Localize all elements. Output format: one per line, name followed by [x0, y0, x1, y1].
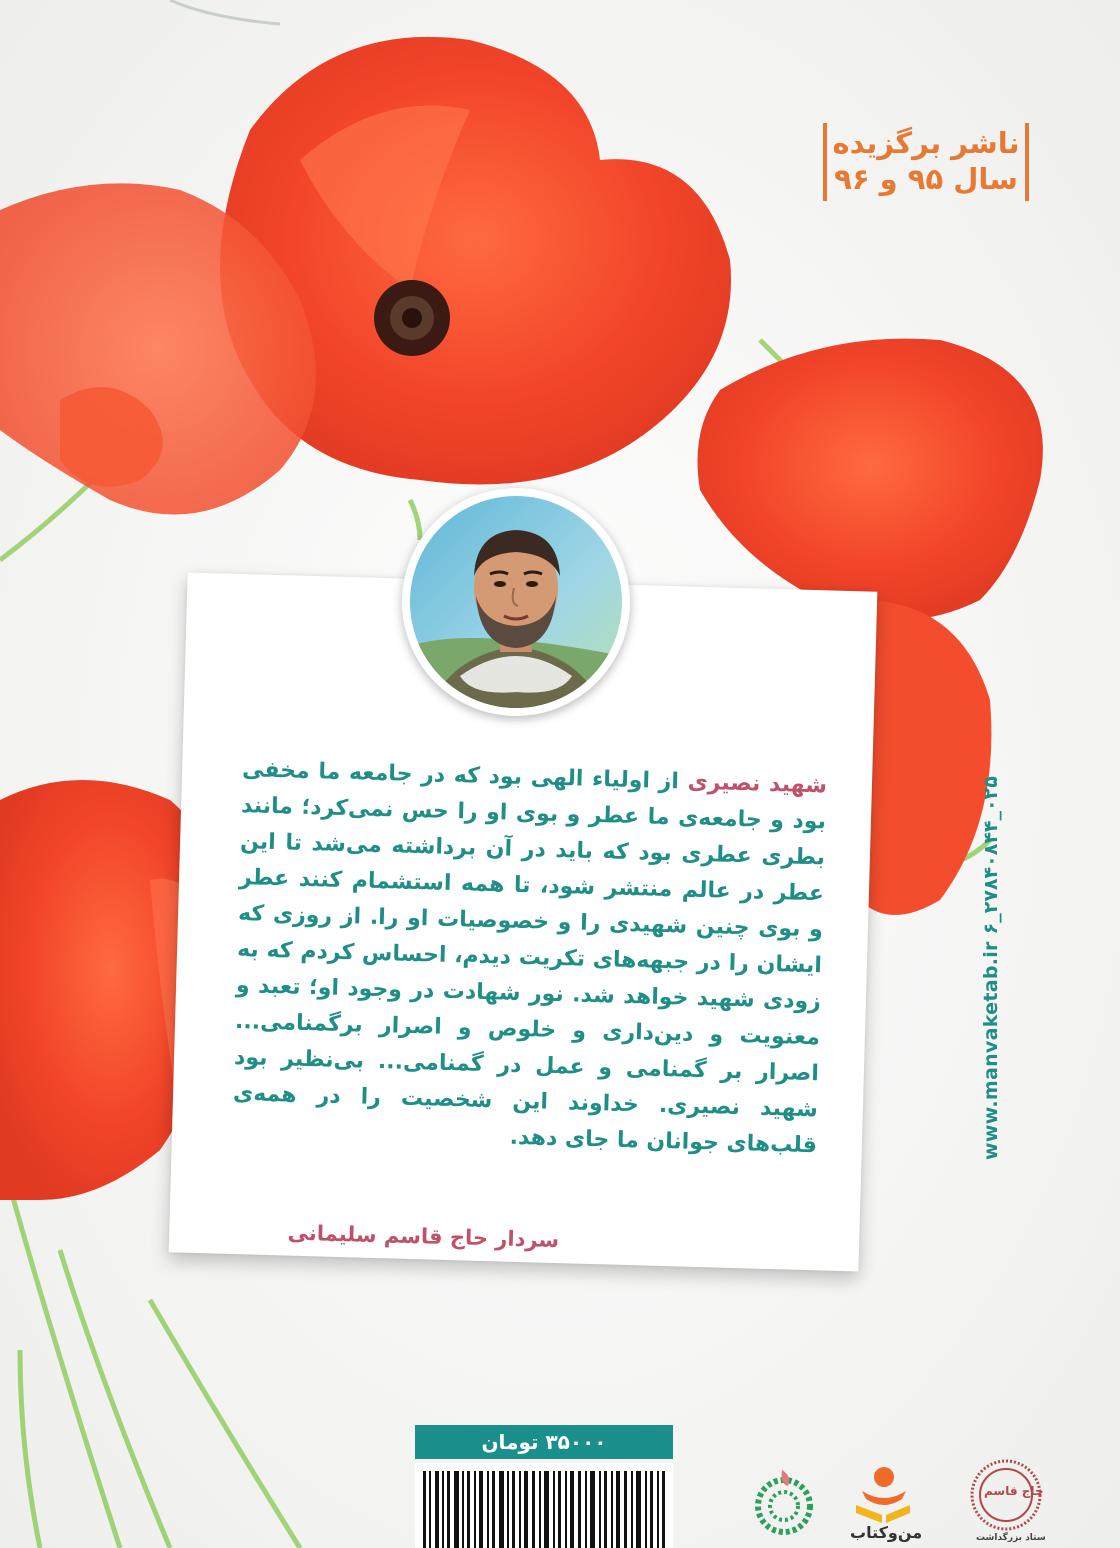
haj-qasem-caption: ستاد بزرگداشت	[976, 1533, 1046, 1543]
haj-qasem-seal-text: حاج قاسم	[984, 1484, 1044, 1498]
quote-body: از اولیاء الهی بود که در جامعه ما مخفی بود و جامعه‌ی ما عطر و بوی او را حس نمی‌کرد؛ مانند بطری عطری بود که باید در آن برداشته می‌شد تا این عطر در عالم منتشر شود، تا همه استشمام کنند عطر و بوی چنین شهیدی را و خصوصیات او را.	[238, 757, 827, 943]
price-label: ۳۵۰۰۰ تومان	[415, 1425, 673, 1459]
book-person-logo-icon	[848, 1465, 918, 1523]
publisher-logo-circle	[748, 1462, 820, 1542]
quote-highlight: شهید نصیری	[687, 769, 828, 799]
green-ring-logo-icon	[748, 1462, 820, 1542]
publisher-badge	[823, 123, 1029, 201]
quote-signature: سردار حاج قاسم سلیمانی	[287, 1220, 560, 1253]
website-url: www.manvaketab.ir ۶_۲۷۸۴۰۸۴۴_۰۲۵	[980, 776, 1002, 1160]
haj-qasem-seal	[966, 1455, 1046, 1548]
manvaketab-label: من‌و‌کتاب	[850, 1523, 923, 1542]
portrait-avatar	[402, 488, 630, 716]
portrait-image	[410, 496, 622, 708]
quote-text	[232, 752, 828, 1164]
badge-line-2: سال ۹۵ و ۹۶	[834, 162, 1018, 196]
barcode	[415, 1463, 673, 1548]
badge-line-1: ناشر برگزیده	[832, 126, 1020, 160]
manvaketab-logo	[848, 1465, 923, 1545]
quote-body-2: از روزی که ایشان را در جبهه‌های تکریت دیدم، احساس کردم که به زودی شهید خواهد شد. نور شهادت در وجود او؛ تعبد و معنویت و دین‌داری و خلوص و اصرار برگمنامی... اصرار بر گمنامی و عمل در گمنامی... بی‌نظیر بود شهید نصیری. خداوند این شخصیت را در همه‌ی قلب‌های جوانان ما جای دهد.	[232, 901, 823, 1159]
barcode-bars	[415, 1463, 673, 1548]
